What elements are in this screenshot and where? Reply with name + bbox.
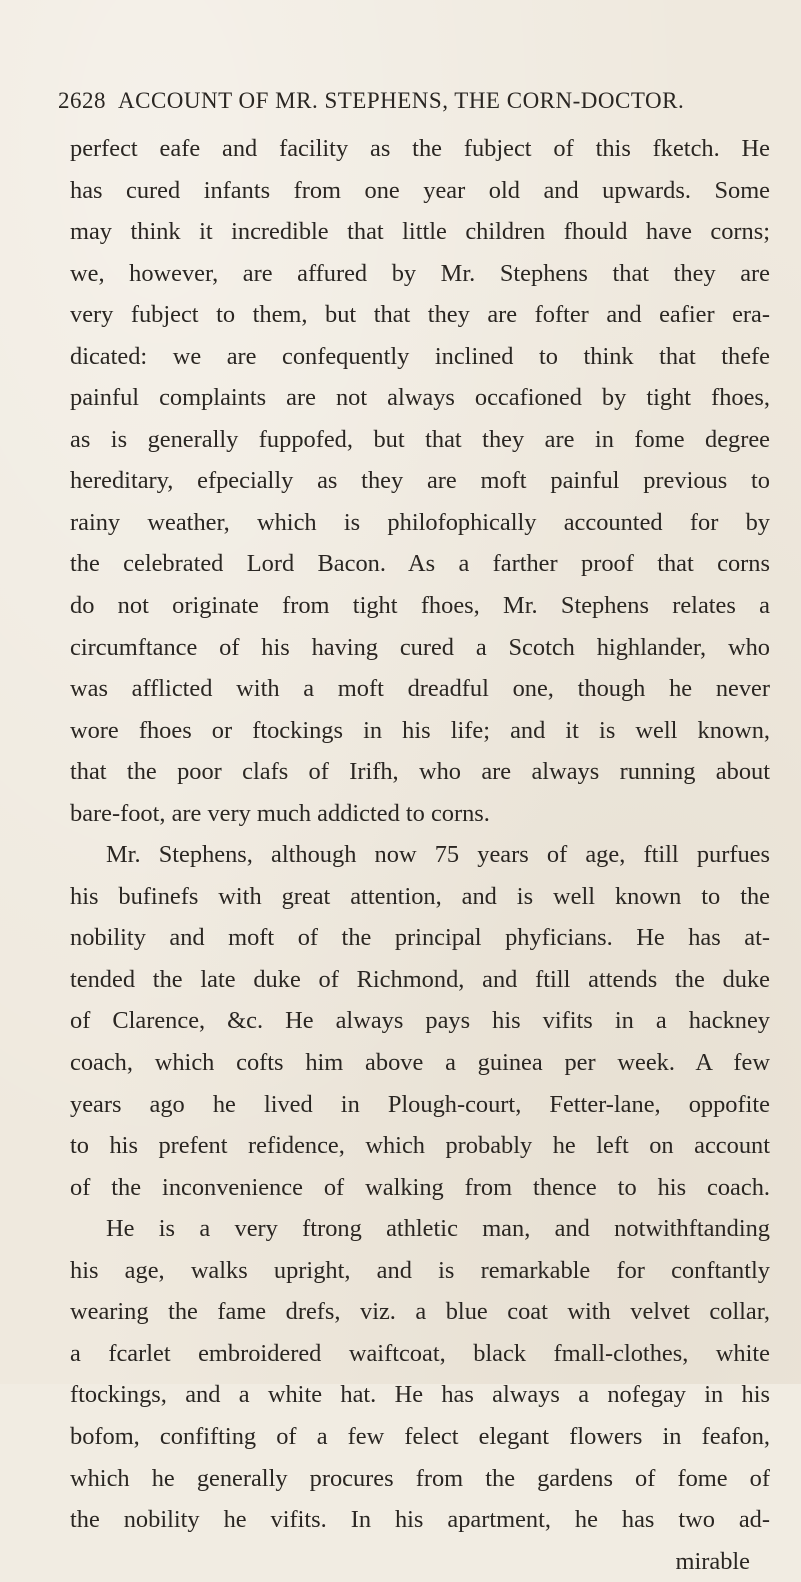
text-line: has cured infants from one year old and upwards. Some [70,176,770,204]
text-line: his age, walks upright, and is remarkable for conftantly [70,1256,770,1284]
catchword: mirable [675,1547,750,1575]
text-line: very fubject to them, but that they are fofter and eafier era- [70,301,770,329]
running-title: ACCOUNT OF MR. STEPHENS, THE CORN-DOCTOR. [118,88,685,113]
text-line: rainy weather, which is philofophically accounted for by [70,508,770,536]
text-line: hereditary, efpecially as they are moft painful previous to [70,467,770,495]
text-line: may think it incredible that little children fhould have corns; [70,218,770,246]
text-line: circumftance of his having cured a Scotch highlander, who [70,633,770,661]
text-line: dicated: we are confequently inclined to think that thefe [70,342,770,370]
text-line: bofom, confifting of a few felect elegant flowers in feafon, [70,1422,770,1450]
text-line: years ago he lived in Plough-court, Fetter-lane, oppofite [70,1090,770,1118]
text-line: the nobility he vifits. In his apartment, he has two ad- [70,1506,770,1534]
body-text [70,128,770,1582]
text-line: ftockings, and a white hat. He has always a nofegay in his [70,1381,770,1409]
text-line: painful complaints are not always occafioned by tight fhoes, [70,384,770,412]
paragraph-end-line: bare-foot, are very much addicted to corns. [70,799,490,827]
text-line: as is generally fuppofed, but that they are in fome degree [70,425,770,453]
text-line: that the poor clafs of Irifh, who are always running about [70,758,770,786]
paragraph-start-line: He is a very ftrong athletic man, and notwithftanding [106,1215,770,1243]
text-line: we, however, are affured by Mr. Stephens that they are [70,259,770,287]
text-line: which he generally procures from the gardens of fome of [70,1464,770,1492]
page-number: 2628 [58,88,106,113]
text-line: nobility and moft of the principal phyficians. He has at- [70,924,770,952]
text-line: of the inconvenience of walking from thence to his coach. [70,1173,770,1201]
text-line: wearing the fame drefs, viz. a blue coat with velvet collar, [70,1298,770,1326]
text-line: tended the late duke of Richmond, and ftill attends the duke [70,965,770,993]
paragraph-start-line: Mr. Stephens, although now 75 years of age, ftill purfues [106,841,770,869]
text-line: perfect eafe and facility as the fubject of this fketch. He [70,135,770,162]
text-line: do not originate from tight fhoes, Mr. Stephens relates a [70,592,770,620]
text-line: his bufinefs with great attention, and is well known to the [70,882,770,910]
text-line: the celebrated Lord Bacon. As a farther proof that corns [70,550,770,578]
text-line: to his prefent refidence, which probably he left on account [70,1132,770,1160]
running-header [58,88,758,114]
text-line: wore fhoes or ftockings in his life; and it is well known, [70,716,770,744]
text-line: of Clarence, &c. He always pays his vifits in a hackney [70,1007,770,1035]
text-line: was afflicted with a moft dreadful one, though he never [70,675,770,703]
text-line: coach, which cofts him above a guinea per week. A few [70,1049,770,1077]
text-line: a fcarlet embroidered waiftcoat, black fmall-clothes, white [70,1339,770,1367]
